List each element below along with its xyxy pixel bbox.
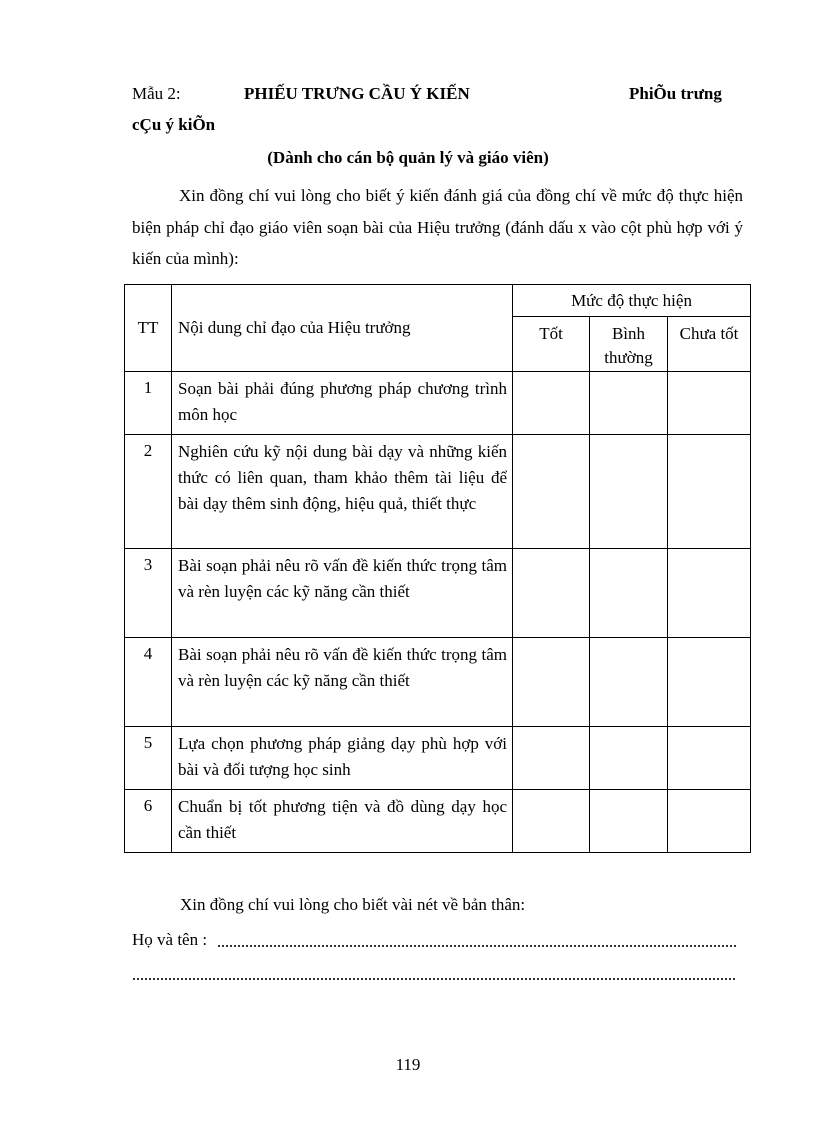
- form-title: PHIẾU TRƯNG CẦU Ý KIẾN: [244, 84, 470, 103]
- row-number: 5: [125, 727, 172, 790]
- row-content: Bài soạn phải nêu rõ vấn đề kiến thức trọng tâm và rèn luyện các kỹ năng cần thiết: [172, 638, 513, 727]
- row-content: Lựa chọn phương pháp giảng dạy phù hợp với bài và đối tượng học sinh: [172, 727, 513, 790]
- intro-paragraph: Xin đồng chí vui lòng cho biết ý kiến đánh giá của đồng chí về mức độ thực hiện biện pháp chỉ đạo giáo viên soạn bài của Hiệu trưởng (đánh dấu x vào cột phù hợp với ý kiến của mình):: [132, 186, 743, 268]
- header-level-normal: Bình thường: [590, 317, 668, 372]
- survey-table: [124, 284, 751, 853]
- row-number: 3: [125, 549, 172, 638]
- mark-cell-good[interactable]: [513, 549, 590, 638]
- row-number: 1: [125, 372, 172, 435]
- form-subtitle: (Dành cho cán bộ quản lý và giáo viên): [267, 148, 549, 167]
- table-row: [125, 435, 751, 549]
- mark-cell-good[interactable]: [513, 638, 590, 727]
- mark-cell-normal[interactable]: [590, 372, 668, 435]
- row-number: 6: [125, 790, 172, 853]
- row-content: Soạn bài phải đúng phương pháp chương trình môn học: [172, 372, 513, 435]
- table-row: [125, 549, 751, 638]
- header-level-group: Mức độ thực hiện: [513, 285, 751, 317]
- mark-cell-normal[interactable]: [590, 638, 668, 727]
- mark-cell-normal[interactable]: [590, 727, 668, 790]
- form-heading-continuation: cÇu ý kiÕn: [132, 115, 216, 134]
- row-content: Bài soạn phải nêu rõ vấn đề kiến thức trọng tâm và rèn luyện các kỹ năng cần thiết: [172, 549, 513, 638]
- form-code: Mẫu 2:: [132, 84, 181, 103]
- extra-dotted-line: [132, 977, 736, 981]
- header-level-good: Tốt: [513, 317, 590, 372]
- mark-cell-not-good[interactable]: [668, 790, 751, 853]
- name-dotted-line: [217, 944, 737, 948]
- header-level-not-good: Chưa tốt: [668, 317, 751, 372]
- row-number: 4: [125, 638, 172, 727]
- extra-info-field[interactable]: [132, 962, 740, 984]
- table-row: [125, 372, 751, 435]
- table-header-row: [125, 285, 751, 317]
- header-tt: TT: [125, 285, 172, 372]
- table-row: [125, 638, 751, 727]
- mark-cell-normal[interactable]: [590, 549, 668, 638]
- mark-cell-not-good[interactable]: [668, 549, 751, 638]
- name-label: Họ và tên :: [132, 930, 208, 949]
- mark-cell-normal[interactable]: [590, 435, 668, 549]
- self-info-intro: Xin đồng chí vui lòng cho biết vài nét về bản thân:: [180, 895, 526, 914]
- mark-cell-good[interactable]: [513, 435, 590, 549]
- mark-cell-good[interactable]: [513, 372, 590, 435]
- table-row: [125, 790, 751, 853]
- header-content: Nội dung chỉ đạo của Hiệu trưởng: [172, 285, 513, 372]
- mark-cell-not-good[interactable]: [668, 727, 751, 790]
- mark-cell-not-good[interactable]: [668, 435, 751, 549]
- mark-cell-not-good[interactable]: [668, 372, 751, 435]
- mark-cell-good[interactable]: [513, 790, 590, 853]
- mark-cell-normal[interactable]: [590, 790, 668, 853]
- row-content: Chuẩn bị tốt phương tiện và đồ dùng dạy học cần thiết: [172, 790, 513, 853]
- mark-cell-not-good[interactable]: [668, 638, 751, 727]
- row-content: Nghiên cứu kỹ nội dung bài dạy và những kiến thức có liên quan, tham khảo thêm tài liệu để bài dạy thêm sinh động, hiệu quả, thiết thực: [172, 435, 513, 549]
- page-number: 119: [395, 1055, 421, 1074]
- name-field[interactable]: [132, 929, 740, 951]
- mark-cell-good[interactable]: [513, 727, 590, 790]
- form-heading-right: PhiÕu trưng: [629, 84, 722, 103]
- row-number: 2: [125, 435, 172, 549]
- table-row: [125, 727, 751, 790]
